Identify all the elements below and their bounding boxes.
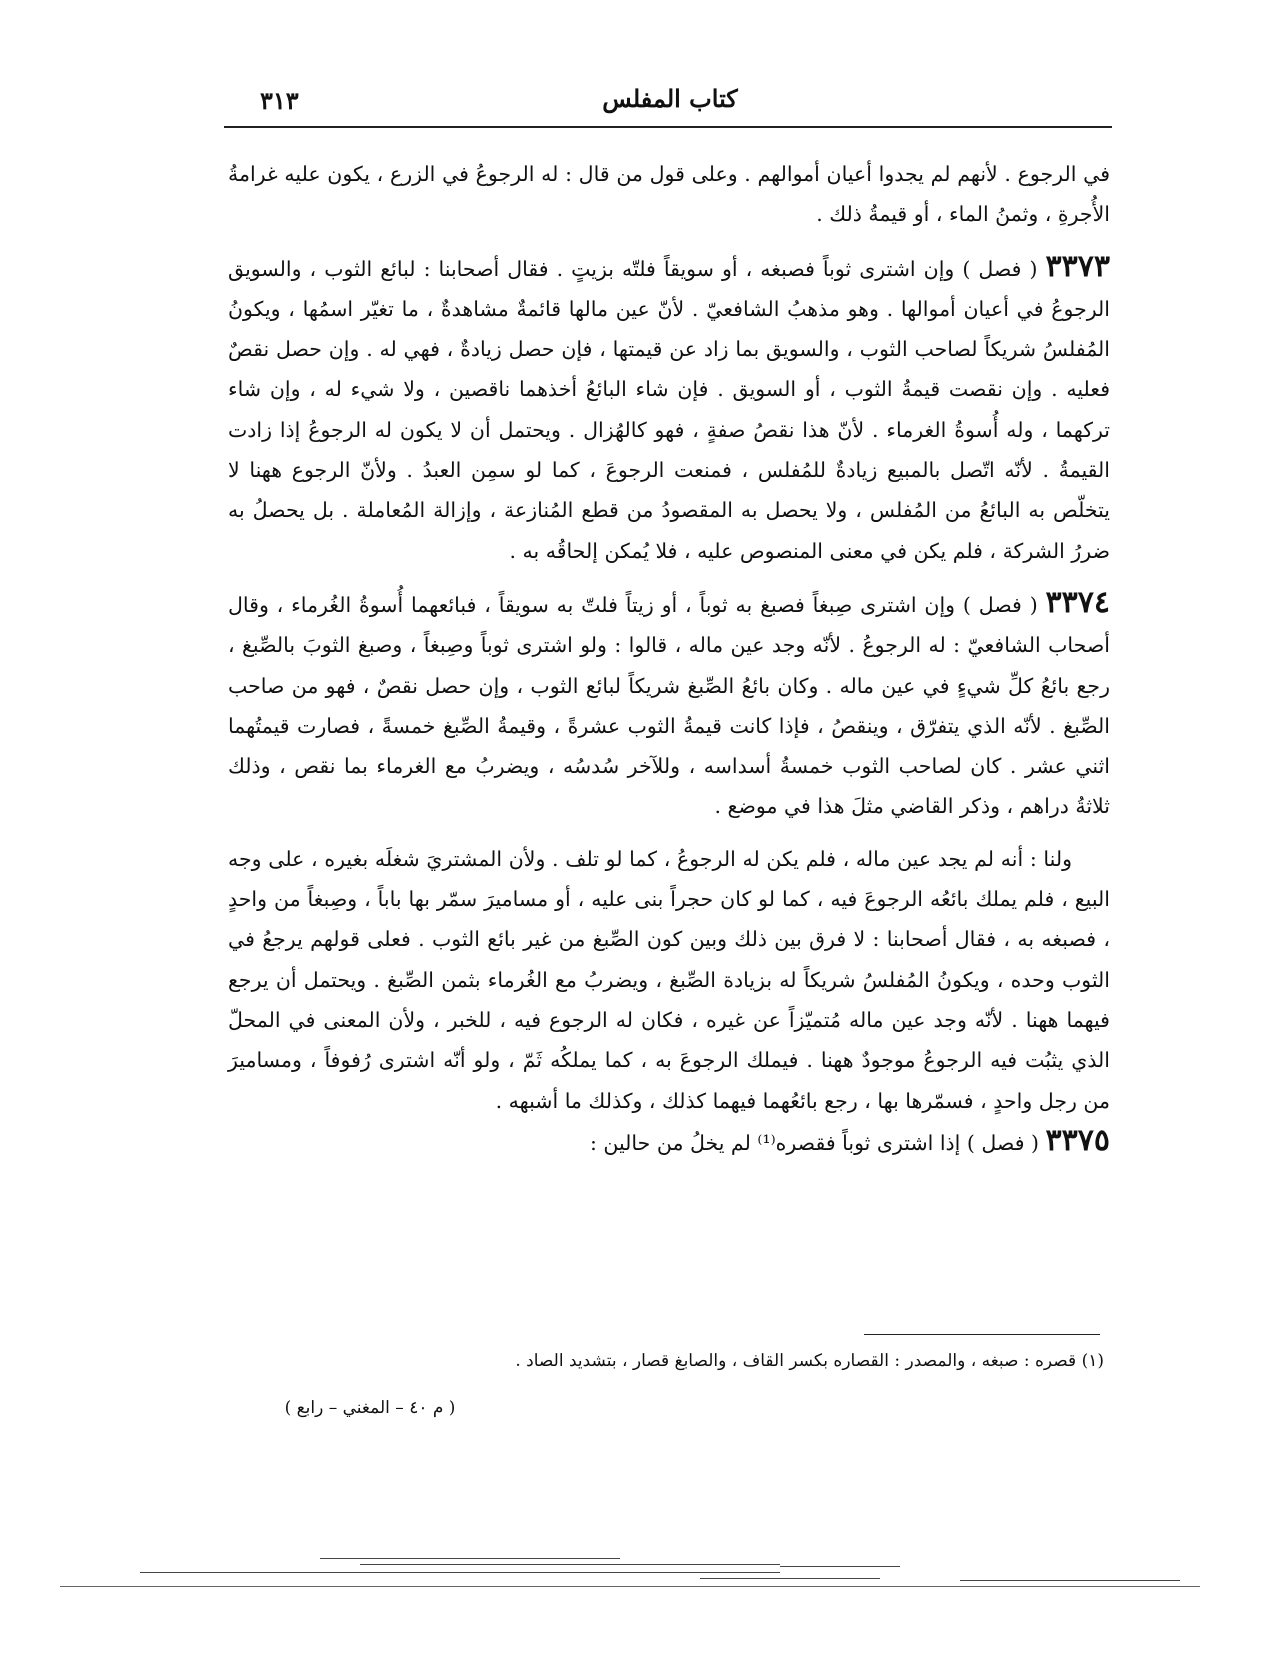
paragraph-text: ( فصل ) وإن اشترى ثوباً فصبغه ، أو سويقاً فلتّه بزيتٍ . فقال أصحابنا : لبائع الثوب ، والسويق الرجوعُ في أعيان أموالها . وهو مذهبُ الشافعيّ . لأنّ عين مالها قائمةٌ مشاهدةٌ ، ما تغيّر اسمُها ، ويكونُ المُفلسُ شريكاً لصاحب الثوب ، والسويق بما زاد عن قيمتها ، فإن حصل زيادةٌ ، فهي له . وإن حصل نقصٌ فعليه . وإن نقصت قيمةُ الثوب ، أو السويق . فإن شاء البائعُ أخذهما ناقصين ، ولا شيء له ، وإن شاء تركهما ، وله أُسوةُ الغرماء . لأنّ هذا نقصُ صفةٍ ، فهو كالهُزال . ويحتمل أن لا يكون له الرجوعُ إذا زادت القيمةُ . لأنّه اتّصل بالمبيع زيادةٌ للمُفلس ، فمنعت الرجوعَ ، كما لو سمِن العبدُ . ولأنّ الرجوع ههنا لا يتخلّص به البائعُ من المُفلس ، ولا يحصل به المقصودُ من قطع المُنازعة ، وإزالة المُعاملة . بل يحصلُ به ضررُ الشركة ، فلم يكن في معنى المنصوص عليه ، فلا يُمكن إلحاقُه به . bbox=[228, 256, 1110, 563]
section-3374 bbox=[228, 583, 1110, 827]
paragraph-rebuttal bbox=[228, 839, 1110, 1121]
footnote: (١) قصره : صبغه ، والمصدر : القصاره بكسر القاف ، والصابغ قصار ، بتشديد الصاد . bbox=[515, 1351, 1104, 1371]
section-number: ٣٣٧٥ bbox=[1045, 1122, 1110, 1158]
paragraph-text: ( فصل ) وإن اشترى صِبغاً فصبغ به ثوباً ، أو زيتاً فلتّ به سويقاً ، فبائعهما أُسوةُ الغُرماء ، وقال أصحاب الشافعيّ : له الرجوعُ . لأنّه وجد عين ماله ، قالوا : ولو اشترى ثوباً وصِبغاً ، وصبغ الثوبَ بالصِّبغ ، رجع بائعُ كلِّ شيءٍ في عين ماله . وكان بائعُ الصِّبغ شريكاً لبائع الثوب ، وإن حصل نقصٌ ، فهو من صاحب الصِّبغ . لأنّه الذي يتفرّق ، وينقصُ ، فإذا كانت قيمةُ الثوب عشرةً ، وقيمةُ الصِّبغ خمسةً ، فصارت قيمتُهما اثني عشر . كان لصاحب الثوب خمسةُ أسداسه ، وللآخر سُدسُه ، ويضربُ مع الغرماء بما نقص ، وذلك ثلاثةُ دراهم ، وذكر القاضي مثلَ هذا في موضع . bbox=[228, 592, 1111, 819]
main-text bbox=[228, 154, 1110, 1163]
paragraph-continuation bbox=[228, 154, 1110, 235]
footnote-rule bbox=[864, 1334, 1100, 1335]
printer-signature: ( م ٤٠ – المغني – رابع ) bbox=[284, 1398, 456, 1418]
paragraph-text: ( فصل ) إذا اشترى ثوباً فقصره⁽¹⁾ لم يخلُ من حالين : bbox=[589, 1130, 1040, 1155]
book-title: كتاب المفلس bbox=[602, 84, 738, 113]
section-3375 bbox=[228, 1121, 1110, 1163]
paragraph-text: في الرجوع . لأنهم لم يجدوا أعيان أموالهم . وعلى قول من قال : له الرجوعُ في الزرع ، يكون عليه غرامةُ الأُجرةِ ، وثمنُ الماء ، أو قيمةُ ذلك . bbox=[228, 162, 1110, 227]
running-header bbox=[240, 84, 1100, 124]
header-rule bbox=[224, 126, 1112, 128]
scan-artifact-lines bbox=[60, 1552, 1200, 1592]
section-number: ٣٣٧٤ bbox=[1045, 584, 1110, 620]
page-number: ٣١٣ bbox=[260, 86, 299, 115]
section-number: ٣٣٧٣ bbox=[1045, 248, 1110, 284]
section-3373 bbox=[228, 247, 1110, 571]
paragraph-text: ولنا : أنه لم يجد عين ماله ، فلم يكن له الرجوعُ ، كما لو تلف . ولأن المشتريَ شغلَه بغيره ، على وجه البيع ، فلم يملك بائعُه الرجوعَ فيه ، كما لو كان حجراً بنى عليه ، أو مساميرَ سمّر بها باباً ، وصِبغاً من واحدٍ ، فصبغه به ، فقال أصحابنا : لا فرق بين ذلك وبين كون الصِّبغ من غير بائع الثوب . فعلى قولهم يرجعُ في الثوب وحده ، ويكونُ المُفلسُ شريكاً له بزيادة الصِّبغ ، ويضربُ مع الغُرماء بثمن الصِّبغ . ويحتمل أن يرجع فيهما ههنا . لأنّه وجد عين ماله مُتميّزاً عن غيره ، فكان له الرجوع فيه ، للخبر ، ولأن المعنى في المحلّ الذي يثبُت فيه الرجوعُ موجودٌ ههنا . فيملك الرجوعَ به ، كما يملكُه ثَمّ ، ولو أنّه اشترى رُفوفاً ، ومساميرَ من رجل واحدٍ ، فسمّرها بها ، رجع بائعُهما فيهما كذلك ، وكذلك ما أشبهه . bbox=[228, 846, 1110, 1113]
